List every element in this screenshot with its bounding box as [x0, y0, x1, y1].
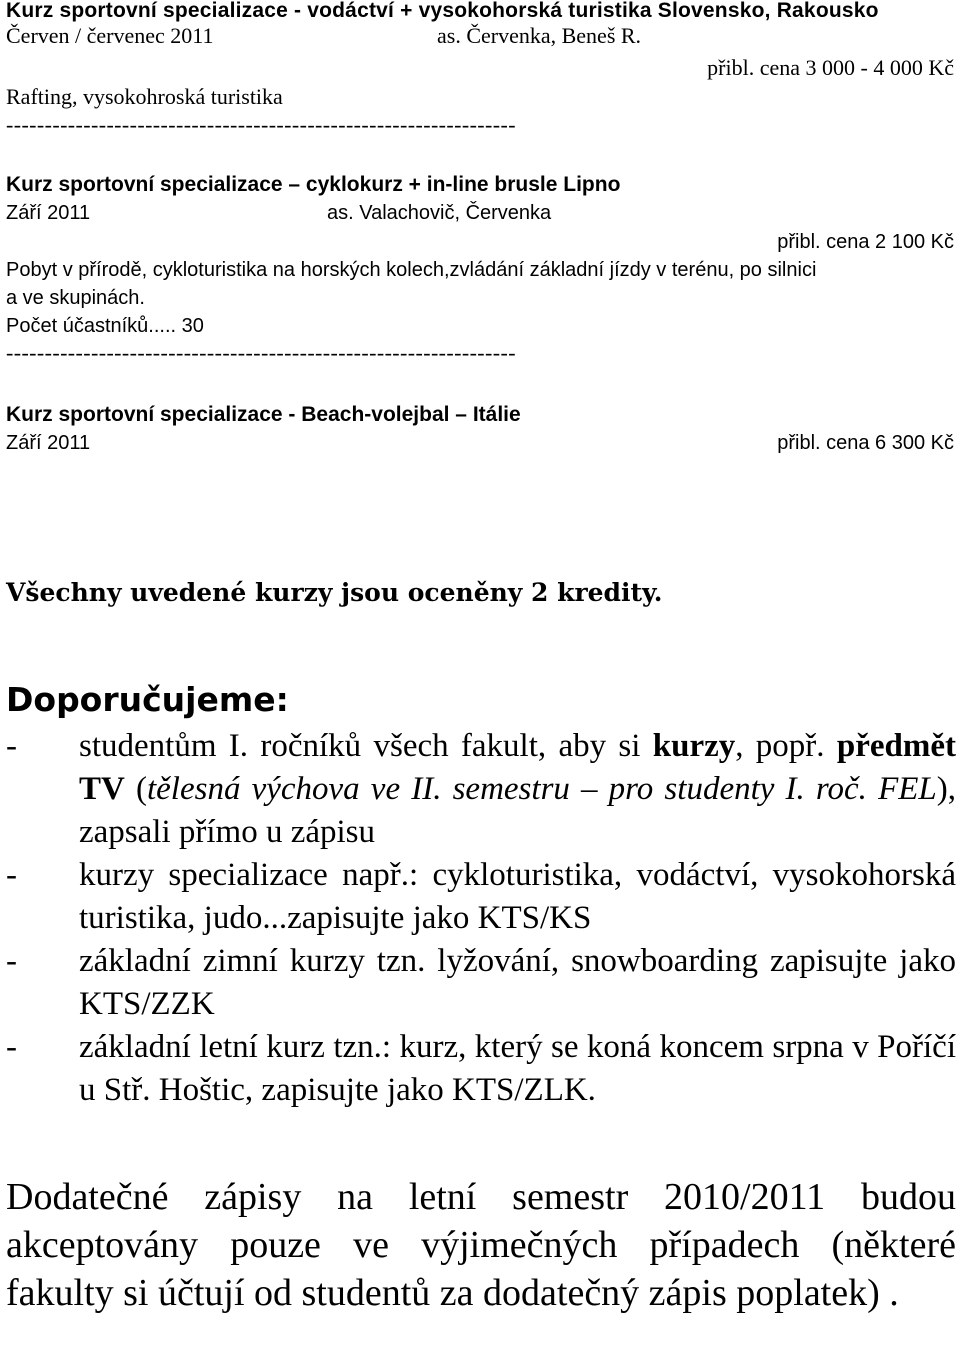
item1-text-b: kurzy: [652, 728, 736, 764]
item3-text: základní zimní kurzy tzn. lyžování, snowboarding zapisujte jako KTS/ZZK: [79, 943, 956, 1022]
item1-text-f: tělesná výchova ve II. semestru – pro studenty I. roč. FEL: [146, 771, 937, 807]
course2-teachers: as. Valachovič, Červenka: [327, 202, 552, 224]
course1-separator: ------------------------------------------------------------------: [6, 112, 516, 137]
course2-description: Pobyt v přírodě, cykloturistika na horských kolech,zvládání základní jízdy v terénu, po silnici: [6, 259, 817, 281]
course2-description-cont: a ve skupinách.: [6, 287, 145, 309]
list-dash: -: [6, 1029, 17, 1065]
course1-date: Červen / červenec 2011: [6, 23, 214, 48]
course2-title: Kurz sportovní specializace – cyklokurz + in-line brusle Lipno: [6, 173, 621, 196]
final-note: Dodatečné zápisy na letní semestr 2010/2011 budou akceptovány pouze ve výjimečných případech (některé fakulty si účtují od studentů za dodatečný zápis poplatek) .: [6, 1176, 956, 1314]
item1-text-g: ), zapsali přímo u zápisu: [79, 771, 956, 850]
list-dash: -: [6, 857, 17, 893]
course2-separator: ------------------------------------------------------------------: [6, 340, 516, 365]
list-item: [6, 940, 956, 1026]
recommend-heading: Doporučujeme:: [6, 680, 289, 719]
list-item: [6, 725, 956, 854]
course1-title: Kurz sportovní specializace - vodáctví + vysokohorská turistika Slovensko, Rakousko: [6, 0, 879, 22]
course3-title: Kurz sportovní specializace - Beach-volejbal – Itálie: [6, 403, 521, 426]
course1-description: Rafting, vysokohroská turistika: [6, 84, 283, 109]
course2-participants: Počet účastníků..... 30: [6, 315, 204, 337]
course2-price: přibl. cena 2 100 Kč: [777, 231, 954, 253]
item1-text-d: předmět TV: [79, 728, 956, 807]
item4-text: základní letní kurz tzn.: kurz, který se koná koncem srpna v Poříčí u Stř. Hoštic, zapisujte jako KTS/ZLK.: [79, 1029, 956, 1108]
credits-note: Všechny uvedené kurzy jsou oceněny 2 kredity.: [6, 578, 663, 607]
course1-teachers: as. Červenka, Beneš R.: [437, 23, 642, 48]
item1-text-e: (: [124, 771, 147, 807]
recommend-list: [6, 725, 956, 1112]
list-item: [6, 1026, 956, 1112]
course2-date: Září 2011: [6, 202, 91, 224]
course1-price: přibl. cena 3 000 - 4 000 Kč: [707, 55, 954, 80]
list-dash: -: [6, 728, 17, 764]
course3-price: přibl. cena 6 300 Kč: [777, 432, 954, 454]
list-item: [6, 854, 956, 940]
course3-date: Září 2011: [6, 432, 91, 454]
item1-text-c: , popř.: [735, 728, 837, 764]
list-dash: -: [6, 943, 17, 979]
item1-text-a: studentům I. ročníků všech fakult, aby si: [79, 728, 653, 764]
item2-text: kurzy specializace např.: cykloturistika, vodáctví, vysokohorská turistika, judo...zapisujte jako KTS/KS: [79, 857, 956, 936]
